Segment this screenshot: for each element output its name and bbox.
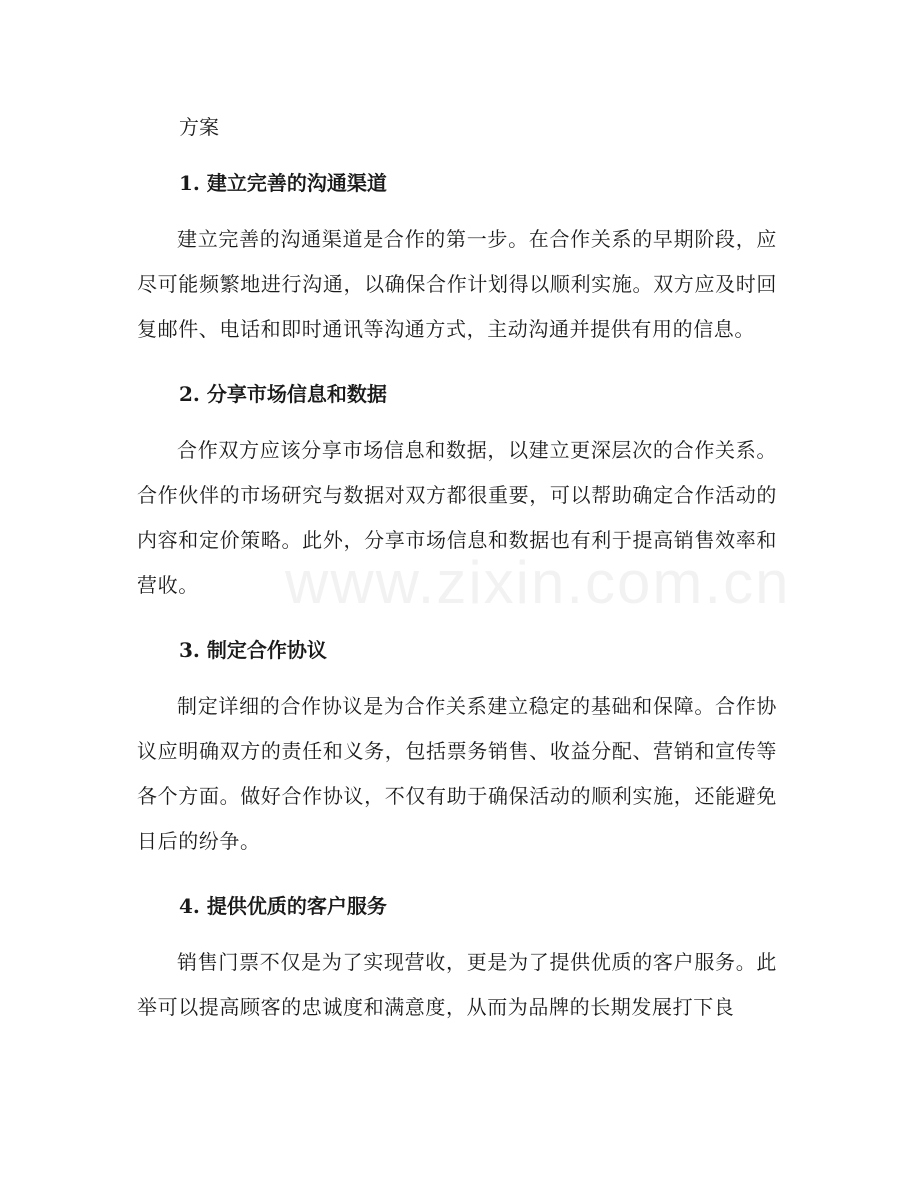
- section-heading-3: 3. 制定合作协议: [179, 638, 327, 662]
- section-heading-1: 1. 建立完善的沟通渠道: [179, 171, 387, 195]
- section-heading-4: 4. 提供优质的客户服务: [179, 894, 387, 918]
- section-body-2: 合作双方应该分享市场信息和数据，以建立更深层次的合作关系。合作伙伴的市场研究与数据对双方都很重要，可以帮助确定合作活动的内容和定价策略。此外，分享市场信息和数据也有利于提高销售效率和营收。: [137, 438, 777, 597]
- section-body-1: 建立完善的沟通渠道是合作的第一步。在合作关系的早期阶段，应尽可能频繁地进行沟通，以确保合作计划得以顺利实施。双方应及时回复邮件、电话和即时通讯等沟通方式，主动沟通并提供有用的信息。: [137, 227, 777, 341]
- section-heading-2: 2. 分享市场信息和数据: [179, 382, 387, 406]
- section-body-4: 销售门票不仅是为了实现营收，更是为了提供优质的客户服务。此举可以提高顾客的忠诚度和满意度，从而为品牌的长期发展打下良: [137, 950, 777, 1019]
- section-body-3: 制定详细的合作协议是为合作关系建立稳定的基础和保障。合作协议应明确双方的责任和义务，包括票务销售、收益分配、营销和宣传等各个方面。做好合作协议，不仅有助于确保活动的顺利实施，还能避免日后的纷争。: [137, 694, 777, 853]
- watermark: www.zixin.com.cn: [285, 549, 791, 616]
- document-title: 方案: [179, 115, 219, 139]
- document-content: [137, 102, 777, 1047]
